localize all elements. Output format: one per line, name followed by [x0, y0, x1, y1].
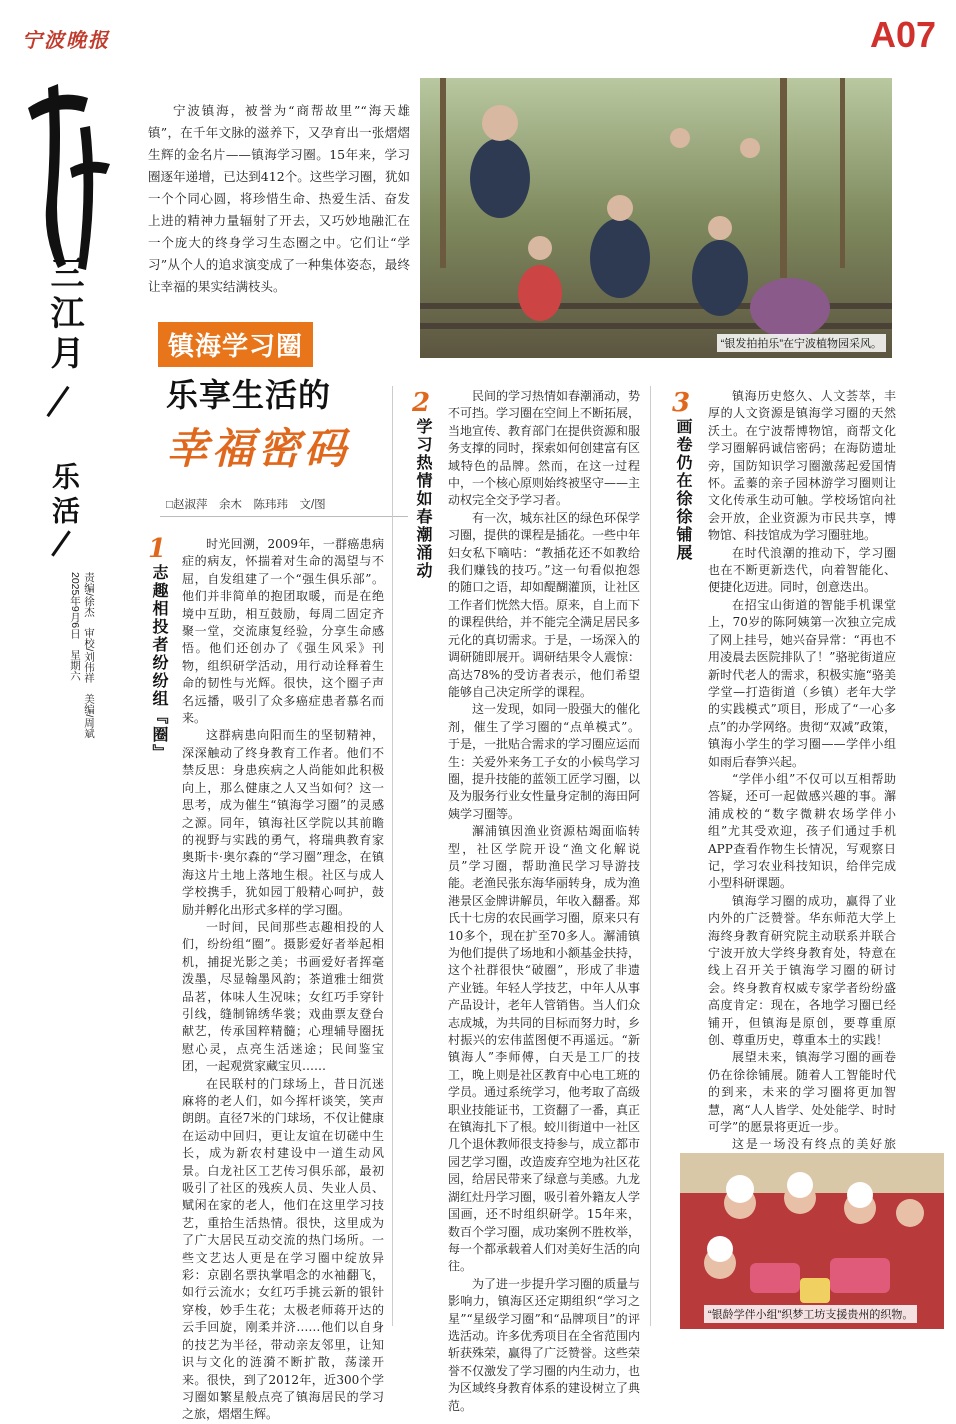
- paragraph: 在民联村的门球场上，昔日沉迷麻将的老人们，如今挥杆谈笑，笑声朗朗。直径7米的门球场，不仅让健康在运动中回归，更让友谊在切磋中生长，成为新农村建设中一道生动风景。白龙社区工艺传习俱乐部，最初吸引了社区的残疾人员、失业人员、赋闲在家的老人，他们在这里学习技艺，重拾生活热情。很快，这里成为了广大居民互动交流的热门场所。一些文艺达人更是在学习圈中绽放异彩：京剧名票执掌唱念的水袖翻飞，如行云流水；女红巧手挑云新的银针穿梭，妙手生花；太极老师蒋开达的云手回旋，刚柔并济……他们以自身的技艺为半径，带动亲友邻里，让知识与文化的涟漪不断扩散，荡漾开来。很快，到了2012年，近300个学习圈如繁星般点亮了镇海居民的学习之旅，熠熠生辉。: [182, 1076, 384, 1422]
- paragraph: 镇海历史悠久、人文荟萃，丰厚的人文资源是镇海学习圈的天然沃土。在宁波帮博物馆，商帮文化学习圈解码诚信密码；在海防遗址旁，国防知识学习圈激荡起爱国情怀。孟蓁的亲子园林游学习圈则让文化传承生动可触。学校场馆向社会开放，企业资源为市民共享，博物馆、科技馆成为学习圈驻地。: [708, 389, 896, 543]
- column-divider: [392, 386, 393, 1326]
- meta-date: 2025年9月6日 星期六: [69, 572, 81, 681]
- paragraph: 镇海学习圈的成功，赢得了业内外的广泛赞誉。华东师范大学上海终身教育研究院主动联系并联合宁波开放大学终身教育处，特意在线上召开关于镇海学习圈的研讨会。终身教育权威专家学者纷纷盛高度肯定：现在，各地学习圈已经铺开，但镇海是原创，要尊重原创、尊重历史，尊重本土的实践！: [708, 893, 896, 1048]
- paragraph: 为了进一步提升学习圈的质量与影响力，镇海区还定期组织“学习之星”“星级学习圈”和“品牌项目”的评选活动。许多优秀项目在全省范围内斩获殊荣，赢得了广泛赞誉。这些荣誉不仅激发了学习圈的内生动力，也为区域终身教育体系的建设树立了典范。: [448, 1276, 641, 1413]
- paragraph: 澥浦镇因渔业资源枯竭面临转型，社区学院开设“渔文化解说员”学习圈，帮助渔民学习导游技能。老渔民张东海华丽转身，成为渔港景区金牌讲解员，年收入翻番。郑氏十七房的农民画学习圈，原来只有10多个，现在扩至70多人。澥浦镇为他们提供了场地和小额基金扶持，这个社群很快“破圈”，形成了非遗产业链。年轻人学技艺，中年人从事产品设计，老年人管销售。当人们众志成城，为共同的目标而努力时，乡村振兴的宏伟蓝图便不再遥远。“新镇海人”李师傅，白天是工厂的技工，晚上则是社区教育中心电工班的学员。通过系统学习，他考取了高级职业技能证书，工资翻了一番，真正在镇海扎下了根。蛟川街道中一社区几个退休教师很支持参与，成立都市园艺学习圈，改造废弃空地为社区花园，给居民带来了绿意与美感。九龙湖红灶丹学习圈，吸引着外籍友人学国画，还不时组织研学。15年来，数百个学习圈，成功案例不胜枚举，每一个都承载着人们对美好生活的向往。: [448, 824, 641, 1274]
- meta-editors: 责编/徐杰 审校/刘伟祥 美编/周斌: [83, 572, 95, 739]
- headline-main: 乐享生活的: [166, 376, 332, 414]
- paragraph: 民间的学习热情如春潮涌动，势不可挡。学习圈在空间上不断拓展，当地宣传、教育部门在提供资源和服务支撑的同时，探索如何创建富有区域特色的品牌。然而，在这一过程中，一个核心原则始终被坚守——主动权完全交予学习者。: [448, 389, 641, 508]
- section-3-heading: [672, 388, 702, 562]
- divider-slash: [46, 386, 69, 417]
- photo-caption: “银发拍拍乐”在宁波植物园采风。: [717, 334, 886, 352]
- section-2-body: [448, 388, 640, 1415]
- photo-caption: “银龄学伴小组”织梦工坊支援贵州的织物。: [704, 1305, 917, 1323]
- column-divider: [650, 386, 651, 1326]
- section-1-heading: [148, 534, 178, 762]
- column-subtitle: 乐活: [48, 462, 81, 530]
- byline: □赵淑萍 余木 陈玮玮 文/图: [166, 499, 326, 511]
- section-3-body: [708, 388, 896, 1171]
- photo-weaving-workshop: [680, 1153, 944, 1329]
- paragraph: 在时代浪潮的推动下，学习圈也在不断更新迭代，向着智能化、便捷化迈进。同时，创意迭出。: [708, 545, 896, 595]
- paragraph: 在招宝山街道的智能手机课堂上，70岁的陈阿姨第一次独立完成了网上挂号，她兴奋异常：“再也不用凌晨去医院排队了！”骆驼街道应新时代老人的需求，积极实施“骆美学堂—打造街道（乡镇）老年大学的实践模式”项目，形成了“一心多点”的办学网络。贵彻“双减”政策，镇海小学生的学习圈——学伴小组如雨后春笋兴起。: [708, 597, 896, 769]
- section-2-title: 学习热情如春潮涌动: [414, 418, 433, 580]
- page-number: A07: [869, 14, 936, 55]
- headline-highlight: 幸福密码: [166, 424, 351, 473]
- paragraph: 这是一场没有终点的美好旅: [732, 1137, 896, 1152]
- photo-image: [680, 1153, 944, 1329]
- paragraph: 这群病患向阳而生的坚韧精神，深深触动了终身教育工作者。他们不禁反思：身患疾病之人尚能如此积极向上，那么健康之人又当如何？这一思考，成为催生“镇海学习圈”的灵感之源。同年，镇海社区学院以其前瞻的视野与实践的勇气，将瑞典教育家奥斯卡·奥尔森的“学习圈”理念，在镇海这片土地上落地生根。社区与成人学校携手，犹如园丁般精心呵护，鼓励并孵化出形式多样的学习圈。: [182, 728, 384, 917]
- paragraph: 有一次，城东社区的绿色环保学习圈，提供的课程是插花。一些中年妇女私下嘀咕：“教插花还不如教给我们赚钱的技巧。”这一句看似抱怨的随口之语，却如醍醐灌顶，让社区工作者们恍然大悟。原来，自上而下的课程供给，并不能完全满足居民多元化的真切需求。于是，一场深入的调研随即展开。调研结果令人震惊：高达78%的受访者表示，他们希望能够自己决定所学的课程。: [448, 510, 641, 699]
- section-2-heading: [412, 388, 442, 580]
- byline-rule: [160, 516, 408, 517]
- paragraph: 一时间，民间那些志趣相投的人们，纷纷组“圈”。摄影爱好者举起相机，捕捉光影之美；书画爱好者挥毫泼墨，尽显翰墨风韵；茶道雅士细赏品茗，体味人生况味；女红巧手穿针引线，缝制锦绣华裳；戏曲票友登台献艺，传承国粹精髓；心理辅导圈抚慰心灵，点亮生活迷途；民间鉴宝团，一起观赏家藏宝贝……: [182, 919, 384, 1074]
- paragraph: 展望未来，镇海学习圈的画卷仍在徐徐铺展。随着人工智能时代的到来，未来的学习圈将更加智慧，离“人人皆学、处处能学、时时可学”的愿景将更近一步。: [708, 1050, 896, 1135]
- section-1-number: 1: [148, 534, 167, 564]
- divider-slash: [51, 530, 71, 556]
- paragraph: 这一发现，如同一股强大的催化剂，催生了学习圈的“点单模式”。于是，一批贴合需求的学习圈应运而生：关爱外来务工子女的小候鸟学习圈，提升技能的蓝领工匠学习圈，以及为服务行业女性量身定制的海田阿姨学习圈等。: [448, 702, 641, 821]
- headline-label: 镇海学习圈: [158, 322, 313, 367]
- section-1-title: 志趣相投者纷纷组『圈』: [150, 564, 169, 762]
- page-meta: [68, 572, 96, 738]
- intro-paragraph: 宁波镇海，被誉为“商帮故里”“海天雄镇”，在千年文脉的滋养下，又孕育出一张熠熠生辉的金名片——镇海学习圈。15年来，学习圈逐年递增，已达到412个。这些学习圈，犹如一个个同心圆，将珍惜生命、热爱生活、奋发上进的精神力量辐射了开去，又巧妙地融汇在一个庞大的终身学习生态圈之中。它们让“学习”从个人的追求演变成了一种集体姿态，最终让幸福的果实结满枝头。: [148, 103, 410, 294]
- section-1-body: [182, 536, 384, 1424]
- column-title: 三江月: [44, 255, 84, 375]
- photo-botanical-garden: [420, 78, 892, 358]
- section-3-number: 3: [672, 388, 691, 418]
- paragraph: 时光回溯，2009年，一群癌患病症的病友，怀揣着对生命的渴望与不屈，自发组建了一个“强生俱乐部”。他们并非简单的抱团取暖，而是在绝境中互助，相互鼓励，每周二固定齐聚一堂，交流康复经验，分享生命感悟。他们还创办了《强生风采》刊物，组织研学活动，用行动诠释着生命的韧性与光辉。很快，这个圈子声名远播，吸引了众多癌症患者慕名而来。: [182, 537, 384, 726]
- masthead: 宁波晚报: [22, 28, 110, 52]
- section-3-title: 画卷仍在徐徐铺展: [674, 418, 693, 562]
- photo-image: [420, 78, 892, 358]
- paragraph: “学伴小组”不仅可以互相帮助答疑，还可一起做感兴趣的事。澥浦成校的“数字微耕农场学伴小组”尤其受欢迎，孩子们通过手机APP查看作物生长情况，写观察日记，学习农业科技知识，给伴完成小型科研课题。: [708, 771, 896, 891]
- section-2-number: 2: [412, 388, 431, 418]
